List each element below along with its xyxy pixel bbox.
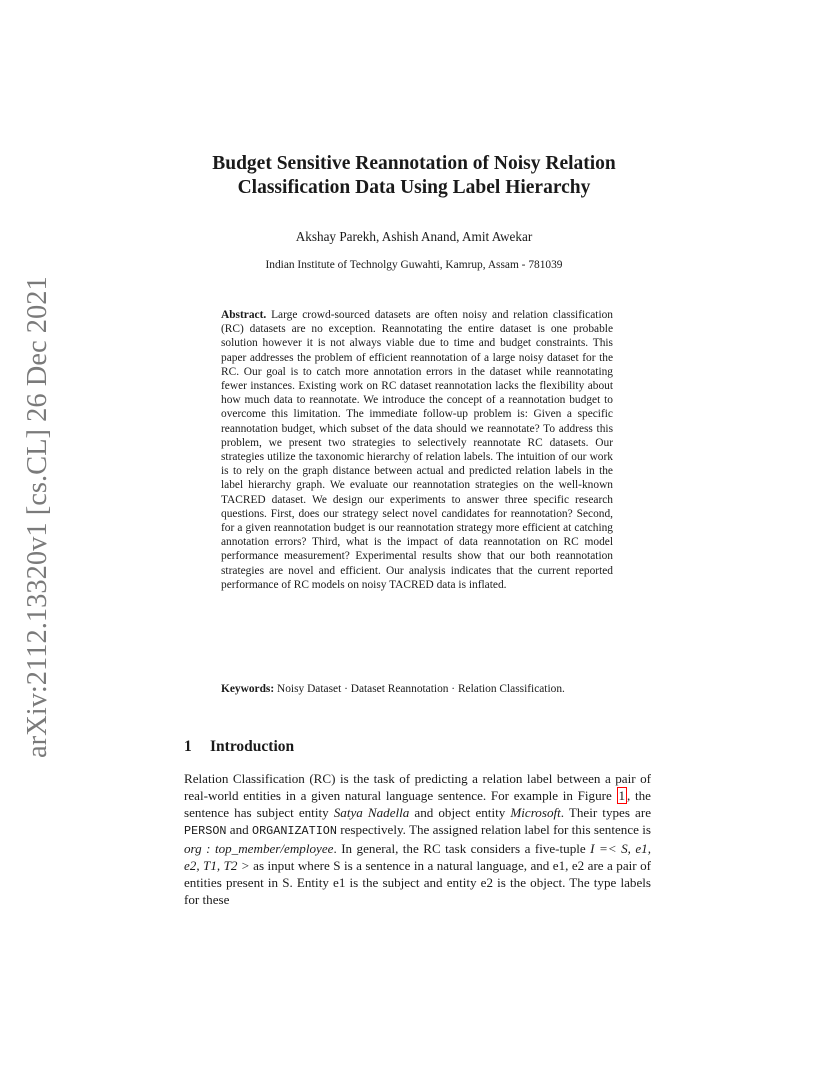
section-title: Introduction: [210, 738, 295, 755]
intro-text: and: [226, 822, 252, 837]
subject-entity: Satya Nadella: [333, 805, 410, 820]
intro-text: Relation Classification (RC) is the task of predicting a relation label between a pair of real-world entities in a given natural language sentence. For example in Figure: [184, 771, 651, 803]
type-label-person: PERSON: [184, 824, 227, 838]
abstract: [221, 308, 613, 592]
object-entity: Microsoft: [510, 805, 561, 820]
keywords-label: Keywords:: [221, 683, 275, 695]
section-heading: [184, 738, 294, 756]
abstract-text: Large crowd-sourced datasets are often noisy and relation classification (RC) datasets are no exception. Reannotating the entire dataset is one probable solution however it is not always viable due to time and budget constraints. This paper addresses the problem of efficient reannotation of a large noisy dataset for the RC. Our goal is to catch more annotation errors in the dataset while reannotating fewer instances. Existing work on RC dataset reannotation lacks the flexibility about how much data to reannotate. We introduce the concept of a reannotation budget to overcome this limitation. The immediate follow-up problem is: Given a specific reannotation budget, which subset of the data should we reannotate? To address this problem, we present two strategies to selectively reannotate RC datasets. Our strategies utilize the taxonomic hierarchy of relation labels. The intuition of our work is to rely on the graph distance between actual and predicted relation labels in the label hierarchy graph. We evaluate our reannotation strategies on the well-known TACRED dataset. We design our experiments to answer three specific research questions. First, does our strategy select novel candidates for reannotation? Second, for a given reannotation budget is our reannotation strategy more efficient at catching annotation errors? Third, what is the impact of data reannotation on RC model performance measurement? Experimental results show that our both reannotation strategies are novel and efficient. Our analysis indicates that the current reported performance of RC models on noisy TACRED data is inflated.: [221, 309, 613, 591]
figure-reference-link[interactable]: 1: [618, 788, 626, 803]
intro-text: , the sentence has subject entity: [184, 788, 651, 820]
affiliation: Indian Institute of Technolgy Guwahti, Kamrup, Assam - 781039: [265, 259, 563, 271]
arxiv-identifier: arXiv:2112.13320v1 [cs.CL] 26 Dec 2021: [22, 276, 53, 758]
title-line-1: Budget Sensitive Reannotation of Noisy Relation: [212, 153, 616, 174]
relation-label: org : top_member/employee: [184, 841, 334, 856]
keywords: [221, 682, 613, 698]
author-list: Akshay Parekh, Ashish Anand, Amit Awekar: [295, 229, 533, 244]
keywords-text: Noisy Dataset · Dataset Reannotation · Relation Classification.: [277, 683, 565, 695]
intro-text: . Their types are: [560, 805, 652, 820]
intro-text: respectively. The assigned relation label for this sentence is: [336, 822, 651, 837]
five-tuple: I =< S, e1, e2, T1, T2 >: [184, 841, 651, 873]
section-number: 1: [184, 738, 192, 755]
intro-text: . In general, the RC task considers a five-tuple: [333, 841, 591, 856]
paper-title: [100, 152, 728, 200]
type-label-organization: ORGANIZATION: [252, 824, 337, 838]
intro-text: as input where S is a sentence in a natural language, and e1, e2 are a pair of entities present in S. Entity e1 is the subject and entity e2 is the object. The type labels for these: [184, 858, 651, 907]
title-line-2: Classification Data Using Label Hierarchy: [237, 177, 591, 198]
introduction-paragraph: [184, 770, 651, 908]
intro-text: and object entity: [409, 805, 511, 820]
abstract-label: Abstract.: [221, 309, 267, 321]
